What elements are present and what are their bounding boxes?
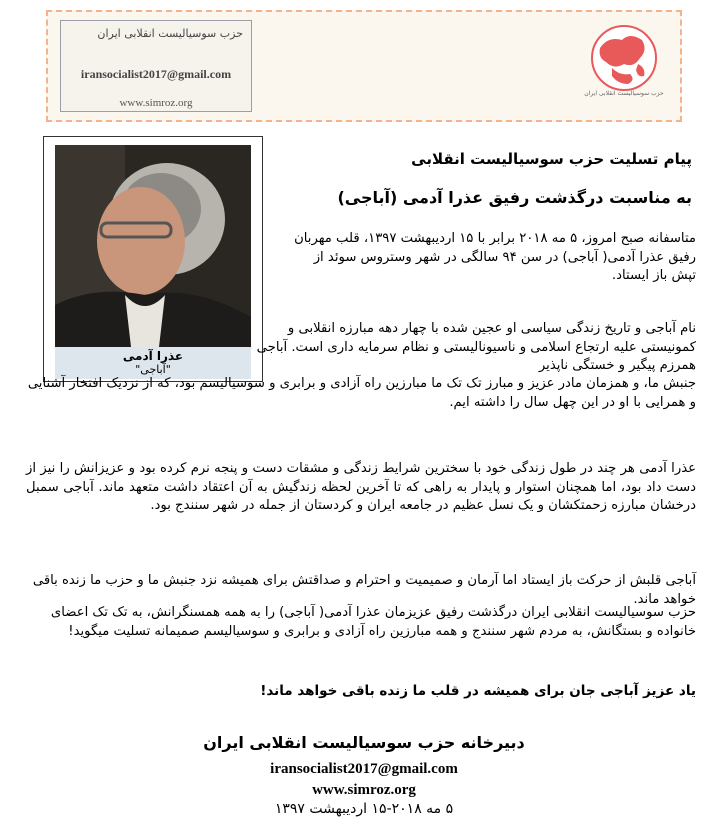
contact-title: حزب سوسیالیست انقلابی ایران [97, 27, 243, 40]
contact-box [60, 20, 252, 112]
footer-email: iransocialist2017@gmail.com [270, 761, 458, 777]
caption-nickname: "آباجی" [135, 363, 171, 376]
signature: دبیرخانه حزب سوسیالیست انقلابی ایران [203, 733, 525, 752]
paragraph-2a: نام آباجی و تاریخ زندگی سیاسی او عجین شده با چهار دهه مبارزه انقلابی و کمونیستی علیه ارتجاع اسلامی و ناسیونالیستی و نظام سرمایه داری است. آباجی همرزم پیگیر و خستگی ناپذیر [256, 321, 696, 373]
letterhead [46, 10, 682, 122]
portrait-frame [43, 136, 263, 382]
portrait-photo [55, 145, 251, 347]
article-subtitle: به مناسبت درگذشت رفیق عذرا آدمی (آباجی) [337, 188, 692, 207]
article-title: پیام تسلیت حزب سوسیالیست انقلابی [411, 150, 692, 168]
paragraph-4: آباجی قلبش از حرکت باز ایستاد اما آرمان و صمیمیت و احترام و صداقتش برای همیشه نزد جنبش ما و حزب ما زنده باقی خواهد ماند. [32, 573, 696, 607]
caption-name: عذرا آدمی [122, 349, 184, 363]
paragraph-5: حزب سوسیالیست انقلابی ایران درگذشت رفیق عزیزمان عذرا آدمی( آباجی) را به همه همسنگرانش، به تک تک اعضای خانواده و بستگانش، به مردم شهر سنندج و همه مبارزین راه آزادی و برابری و سوسیالیسم صمیمانه تسلیت میگوید! [50, 605, 696, 639]
closing-line: یاد عزیز آباجی جان برای همیشه در قلب ما زنده باقی خواهد ماند! [260, 683, 696, 699]
footer-website: www.simroz.org [312, 782, 416, 798]
logo-caption: حزب سوسیالیست انقلابی ایران [584, 90, 664, 97]
paragraph-3: عذرا آدمی هر چند در طول زندگی خود با سخترین شرایط زندگی و مشقات دست و پنجه نرم کرده بود و عزیزانش را نیز از دست داد بود، اما همچنان استوار و پایدار به راهی که تا آخرین لحظه زندگیش به آن اعتقاد داشت متعهد ماند. آباجی سمبل درخشان مبارزه زحمتکشان و یک نسل عظیم در جامعه ایران و کردستان از جمله در شهر سنندج بود. [26, 461, 696, 513]
paragraph-1: متاسفانه صبح امروز، ۵ مه ۲۰۱۸ برابر با ۱۵ اردیبهشت ۱۳۹۷، قلب مهربان رفیق عذرا آدمی( آباجی) در سن ۹۴ سالگی در شهر وستروس سوئد از تپش باز ایستاد. [294, 231, 696, 283]
contact-website: www.simroz.org [119, 97, 193, 109]
footer-date: ۵ مه ۲۰۱۸-۱۵ اردیبهشت ۱۳۹۷ [274, 801, 454, 817]
paragraph-2b: جنبش ما، و همزمان مادر عزیز و مبارز تک تک ما مبارزین راه آزادی و برابری و سوسیالیسم بود، که از نزدیک افتخار آشنایی و همرایی با او در این چهل سال را داشته ایم. [27, 376, 696, 410]
contact-email: iransocialist2017@gmail.com [80, 67, 232, 81]
